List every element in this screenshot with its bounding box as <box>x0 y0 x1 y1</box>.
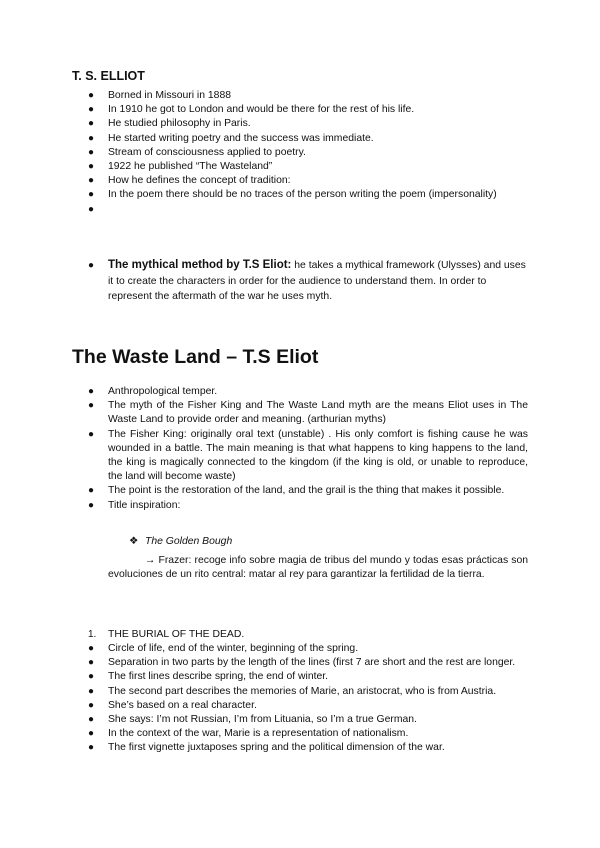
list-item: ● He started writing poetry and the success was immediate. <box>88 132 528 146</box>
list-item: ● Borned in Missouri in 1888 <box>88 89 528 103</box>
bullet-icon: ● <box>88 104 95 116</box>
sub-bullet-golden-bough <box>129 535 528 549</box>
golden-bough-title: The Golden Bough <box>145 536 233 547</box>
bullet-icon: ● <box>88 189 95 201</box>
section-heading-waste-land: The Waste Land – T.S Eliot <box>72 346 319 368</box>
bullet-icon: ● <box>88 671 95 683</box>
list-item: ● The second part describes the memories of Marie, an aristocrat, who is from Austria. <box>88 685 528 699</box>
mythical-method-text: he takes a mythical framework (Ulysses) and uses it to create the characters in order for the audience to understand them. In order to represent the aftermath of the war he uses myth. <box>108 260 526 302</box>
bullet-icon: ● <box>88 90 95 101</box>
bullet-icon: ● <box>88 146 95 158</box>
numbered-item: 1. THE BURIAL OF THE DEAD. <box>88 628 528 642</box>
bullet-icon: ● <box>88 643 95 654</box>
section-heading-ts-elliot: T. S. ELLIOT <box>72 69 145 83</box>
list-item: ● In 1910 he got to London and would be there for the rest of his life. <box>88 103 528 117</box>
frazer-note <box>108 554 528 582</box>
mythical-method-label: The mythical method by T.S Eliot: <box>108 259 292 271</box>
bullet-icon: ● <box>88 161 95 173</box>
bullet-icon: ● <box>88 657 95 669</box>
list-item: ● Stream of consciousness applied to poetry. <box>88 146 528 160</box>
list-item: ● Anthropological temper. <box>88 385 528 399</box>
list-item: ● In the context of the war, Marie is a representation of nationalism. <box>88 727 528 741</box>
list-item: ● How he defines the concept of tradition: <box>88 174 528 188</box>
list-item <box>88 203 528 217</box>
list-item: ● He studied philosophy in Paris. <box>88 117 528 131</box>
biography-list <box>88 89 528 217</box>
bullet-icon: ● <box>88 499 95 511</box>
list-item: ● The point is the restoration of the land, and the grail is the thing that makes it possible. <box>88 484 528 498</box>
bullet-icon: ● <box>88 400 95 412</box>
list-item: ● 1922 he published “The Wasteland” <box>88 160 528 174</box>
bullet-icon: ● <box>88 485 95 497</box>
list-item: ● The first vignette juxtaposes spring and the political dimension of the war. <box>88 741 528 755</box>
bullet-icon: ● <box>88 699 95 711</box>
list-item: ● The first lines describe spring, the end of winter. <box>88 670 528 684</box>
waste-land-list <box>88 385 528 513</box>
bullet-icon: ● <box>88 203 95 215</box>
diamond-bullet-icon: ❖ <box>129 536 139 547</box>
list-item <box>88 258 528 305</box>
frazer-text: Frazer: recoge info sobre magia de tribus del mundo y todas esas prácticas son evoluciones de un rito central: matar al rey para garantizar la fertilidad de la tierra. <box>108 555 529 581</box>
bullet-icon: ● <box>88 728 95 740</box>
burial-numbered-list <box>88 628 528 642</box>
list-item: ● The myth of the Fisher King and The Waste Land myth are the means Eliot uses in The Waste Land to provide order and meaning. (arthurian myths) <box>88 400 528 426</box>
list-item: ● Title inspiration: <box>88 499 528 513</box>
arrow-right-icon: → <box>145 555 156 566</box>
list-item: ● She says: I’m not Russian, I’m from Lituania, so I’m a true German. <box>88 713 528 727</box>
list-item: ● She’s based on a real character. <box>88 699 528 713</box>
list-item: ● In the poem there should be no traces of the person writing the poem (impersonality) <box>88 188 528 202</box>
list-item: ● The Fisher King: originally oral text (unstable) . His only comfort is fishing cause he was wounded in a battle. The main meaning is that what happens to king happens to the land, the king is magically connected to the kingdom (if the king is old, or unable to reproduce, the land will become waste) <box>88 428 528 483</box>
burial-list <box>88 642 528 756</box>
bullet-icon: ● <box>88 685 95 697</box>
number-marker: 1. <box>88 629 97 640</box>
bullet-icon: ● <box>88 260 95 271</box>
bullet-icon: ● <box>88 132 95 144</box>
bullet-icon: ● <box>88 386 95 397</box>
bullet-icon: ● <box>88 118 95 130</box>
bullet-icon: ● <box>88 428 95 440</box>
bullet-icon: ● <box>88 742 95 754</box>
list-item: ● Separation in two parts by the length of the lines (first 7 are short and the rest are longer. <box>88 656 528 670</box>
bullet-icon: ● <box>88 175 95 187</box>
list-item: ● Circle of life, end of the winter, beginning of the spring. <box>88 642 528 656</box>
mythical-method-list <box>88 258 528 305</box>
bullet-icon: ● <box>88 714 95 726</box>
